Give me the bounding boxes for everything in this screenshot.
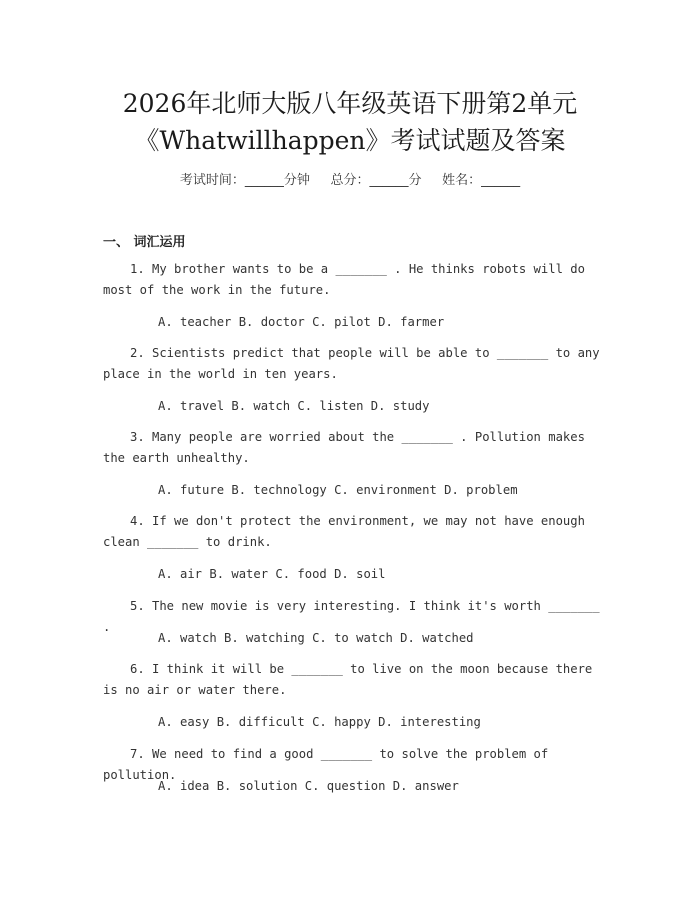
document-title-line-1: 2026年北师大版八年级英语下册第2单元 xyxy=(122,89,578,118)
question-7-options: A. idea B. solution C. question D. answer xyxy=(158,779,459,793)
question-1-options: A. teacher B. doctor C. pilot D. farmer xyxy=(158,315,445,329)
document-title-line-2: 《Whatwillhappen》考试试题及答案 xyxy=(134,126,566,155)
question-7: 7. We need to find a good _______ to solve the problem of pollution. xyxy=(103,747,549,782)
question-4: 4. If we don't protect the environment, we may not have enough clean _______ to drink. xyxy=(103,514,585,549)
question-5: 5. The new movie is very interesting. I think it's worth _______ . xyxy=(103,599,600,634)
question-2-options: A. travel B. watch C. listen D. study xyxy=(158,399,430,413)
question-2: 2. Scientists predict that people will be able to _______ to any place in the world in ten years. xyxy=(103,346,600,381)
question-3: 3. Many people are worried about the _______ . Pollution makes the earth unhealthy. xyxy=(103,430,585,465)
question-4-options: A. air B. water C. food D. soil xyxy=(158,567,386,581)
question-1: 1. My brother wants to be a _______ . He thinks robots will do most of the work in the future. xyxy=(103,262,585,297)
question-6: 6. I think it will be _______ to live on the moon because there is no air or water there. xyxy=(103,662,593,697)
question-3-options: A. future B. technology C. environment D. problem xyxy=(158,483,518,497)
question-6-options: A. easy B. difficult C. happy D. interesting xyxy=(158,715,481,729)
question-5-options: A. watch B. watching C. to watch D. watched xyxy=(158,631,474,645)
section-title: 一、 词汇运用 xyxy=(103,235,186,250)
exam-info-line: 考试时间：______分钟 总分：______分 姓名：______ xyxy=(179,173,521,188)
